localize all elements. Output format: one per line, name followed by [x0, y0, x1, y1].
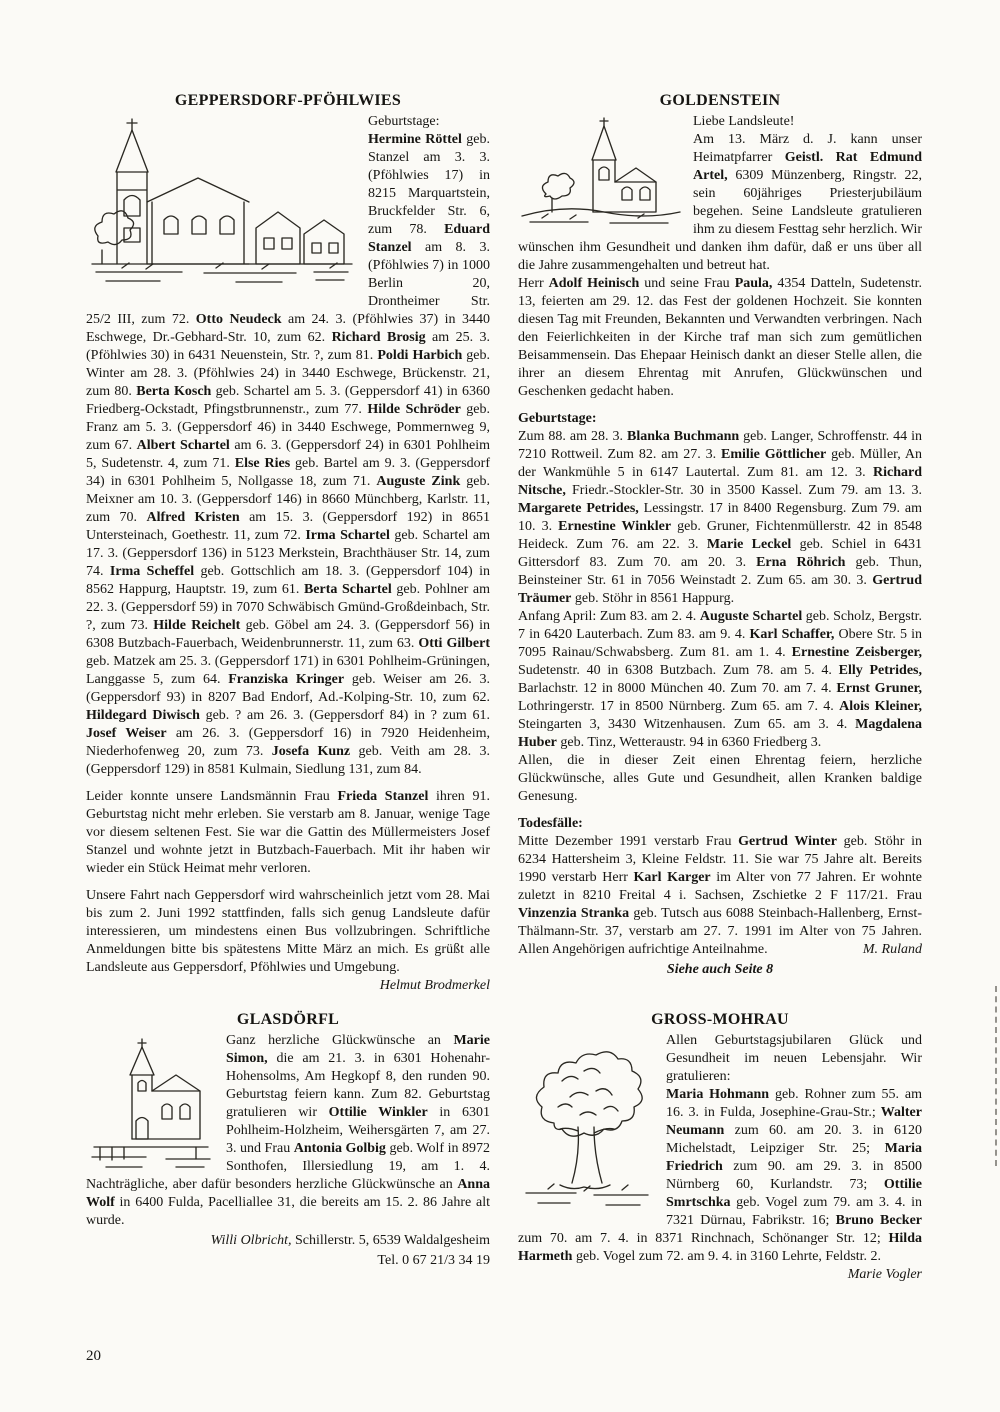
geppersdorf-trip-text: Unsere Fahrt nach Geppersdorf wird wahrscheinlich jetzt vom 28. Mai bis zum 2. Juni 1992 stattfinden, falls sich genug Landsleute dafür interessieren, um mindestens einen Bus vollzubringen. Schriftliche Anmeldungen bitte bis spätestens Mitte März an mich. Es grüßt alle Landsleute aus Geppersdorf, Pföhlwies und Umgebung.	[86, 888, 490, 975]
goldenstein-wishes: Allen, die in dieser Zeit einen Ehrentag feiern, herzliche Glückwünsche, alles Gute und Gesundheit, allen Kranken baldige Genesung.	[518, 753, 922, 804]
section-title-goldenstein: GOLDENSTEIN	[659, 92, 781, 109]
geppersdorf-birthdays-text: Hermine Röttel geb. Stanzel am 3. 3. (Pföhlwies 17) in 8215 Marquartstein, Bruckfelder Str. 6, zum 78. Eduard Stanzel am 8. 3. (Pföhlwies 7) in 1000 Berlin 20, Drontheimer Str. 25/2 III, zum 72. Otto Neudeck am 24. 3. (Pföhlwies 37) in 3440 Eschwege, Dr.-Gebhard-Str. 10, zum 62. Richard Brosig am 25. 3. (Pföhlwies 30) in 6431 Neuenstein, Str. ?, zum 81. Poldi Harbich geb. Winter am 28. 3. (Pföhlwies 24) in 3440 Eschwege, Brückenstr. 21, zum 80. Berta Kosch geb. Schartel am 5. 3. (Geppersdorf 41) in 6360 Friedberg-Ockstadt, Pfingstbrunnenstr., zum 77. Hilde Schröder geb. Franz am 5. 3. (Geppersdorf 46) in 3440 Eschwege, Pommernweg 9, zum 67. Albert Schartel am 6. 3. (Geppersdorf 24) in 6301 Pohlheim 5, Sudetenstr. 4, zum 71. Else Ries geb. Bartel am 9. 3. (Geppersdorf 34) in 6301 Pohlheim 5, Nollgasse 18, zum 71. Auguste Zink geb. Meixner am 10. 3. (Geppersdorf 146) in 8660 Münchberg, Karlstr. 11, zum 70. Alfred Kristen am 15. 3. (Geppersdorf 192) in 8651 Untersteinach, Goethestr. 11, zum 72. Irma Schartel geb. Schartel am 17. 3. (Geppersdorf 136) in 5123 Merkstein, Brachthäuser Str. 14, zum 74. Irma Scheffel geb. Gottschlich am 18. 3. (Geppersdorf 104) in 8562 Happurg, Hauptstr. 19, zum 61. Berta Schartel geb. Pohlner am 22. 3. (Geppersdorf 59) in 7070 Schwäbisch Gmünd-Großdeinbach, Str. ?, zum 73. Hilde Reichelt geb. Göbel am 24. 3. (Geppersdorf 56) in 6308 Butzbach-Fauerbach, Weidenbrunnerstr. 11, zum 63. Otti Gilbert geb. Matzek am 25. 3. (Geppersdorf 171) in 6301 Pohlheim-Grüningen, Langgasse 5, zum 64. Franziska Kringer geb. Weiser am 26. 3. (Geppersdorf 93) in 8207 Bad Endorf, Ad.-Kolping-Str. 10, zum 62. Hildegard Diwisch geb. ? am 26. 3. (Geppersdorf 84) in ? zum 61. Josef Weiser am 26. 3. (Geppersdorf 16) in 7920 Heidenheim, Niederhofenweg 20, zum 73. Josefa Kunz geb. Veith am 28. 3. (Geppersdorf 129) in 8581 Kulmain, Siedlung 131, zum 84.	[86, 132, 491, 777]
chapel-illustration	[86, 1035, 216, 1173]
grossmohrau-signature: Marie Vogler	[847, 1267, 922, 1282]
grossmohrau-flow	[518, 1032, 923, 1282]
grossmohrau-intro: Allen Geburtstagsjubilaren Glück und Gesundheit im neuen Lebensjahr. Wir gratulieren:	[666, 1033, 922, 1084]
goldenstein-deaths-signature: M. Ruland	[862, 942, 922, 957]
section-gross-mohrau	[518, 1011, 922, 1284]
geppersdorf-obituary-text: Leider konnte unsere Landsmännin Frau Frieda Stanzel ihren 91. Geburtstag nicht mehr erleben. Sie verstarb am 8. Januar, wenige Tage vor diesem seltenen Fest. Sie war die Gattin des Müllermeisters Josef Stanzel und wohnte jetzt in Butzbach-Fauerbach. Mit ihr haben wir wieder ein Stück Heimat mehr verloren.	[86, 789, 490, 876]
section-title-gross-mohrau: GROSS-MOHRAU	[651, 1011, 789, 1028]
village-church-illustration	[86, 116, 358, 292]
goldenstein-paragraph-1: Am 13. März d. J. kann unser Heimatpfarrer Geistl. Rat Edmund Artel, 6309 Münzenberg, Ringstr. 22, sein 60jähriges Priesterjubiläum begehen. Seine Landsleute gratulieren ihm zu diesem Festtag sehr herzlich. Wir wünschen ihm Gesundheit und danken ihm dafür, daß er uns über all die Jahre zusammengehalten und betreut hat.	[518, 132, 922, 273]
goldenstein-greeting: Liebe Landsleute!	[693, 114, 795, 129]
fold-mark-dashes	[995, 986, 997, 1166]
grossmohrau-body-text: Maria Hohmann geb. Rohner zum 55. am 16. 3. in Fulda, Josephine-Grau-Str.; Walter Neumann zum 60. am 20. 3. in 6120 Michelstadt, Leipziger Str. 25; Maria Friedrich zum 90. am 29. 3. in 8500 Nürnberg 60, Kurlandstr. 73; Ottilie Smrtschka geb. Vogel zum 79. am 3. 4. in 7321 Dürnau, Fabrikstr. 16; Bruno Becker zum 70. am 7. 4. in 8371 Rinchnach, Schönanger Str. 12; Hilda Harmeth geb. Vogel zum 72. am 9. 4. in 3160 Lehrte, Feldstr. 2.	[518, 1087, 923, 1264]
content-grid	[86, 92, 922, 1284]
goldenstein-birthdays-april: Anfang April: Zum 83. am 2. 4. Auguste Schartel geb. Scholz, Bergstr. 7 in 6420 Lauterbach. Zum 83. am 9. 4. Karl Schaffer, Obere Str. 5 in 7095 Rainau/Schwabsberg. Zum 81. am 1. 4. Ernestine Zeisberger, Sudetenstr. 40 in 6308 Butzbach. Zum 78. am 5. 4. Elly Petrides, Barlachstr. 12 in 8000 München 40. Zum 70. am 7. 4. Ernst Gruner, Lothringerstr. 17 in 8500 Nürnberg. Zum 65. am 7. 4. Alois Kleiner, Steingarten 3, 3430 Witzenhausen. Zum 65. am 3. 4. Magdalena Huber geb. Tinz, Wetteraustr. 94 in 6360 Friedberg 3.	[518, 609, 922, 750]
section-glasdoerfl	[86, 1011, 490, 1270]
geppersdorf-birthdays-label: Geburtstage:	[368, 114, 440, 129]
section-geppersdorf-pfoehlwies	[86, 92, 490, 995]
geppersdorf-signature: Helmut Brodmerkel	[379, 978, 490, 993]
goldenstein-deaths-text: Mitte Dezember 1991 verstarb Frau Gertrud Winter geb. Stöhr in 6234 Hattersheim 3, Kleine Feldstr. 11. Sie war 75 Jahre alt. Bereits 1990 verstarb Herr Karl Karger im Alter von 77 Jahren. Er wohnte zuletzt in 8210 Freital 4 i. Sachsen, Zschietke 2 F 117/21. Frau Vinzenzia Stranka geb. Tutsch aus 6088 Steinbach-Hallenberg, Ernst-Thälmann-Str. 37, verstarb am 27. 7. 1991 im Alter von 75 Jahren. Allen Angehörigen aufrichtige Anteilnahme.	[518, 834, 922, 957]
geppersdorf-flow	[86, 113, 490, 779]
glasdoerfl-flow	[86, 1032, 490, 1230]
goldenstein-deaths-paragraph	[518, 833, 922, 959]
hillside-church-illustration	[518, 116, 683, 228]
goldenstein-birthdays-label: Geburtstage:	[518, 411, 597, 426]
glasdoerfl-body-text: Ganz herzliche Glückwünsche an Marie Simon, die am 21. 3. in 6301 Hohenahr-Hohensolms, Am Hegkopf 8, den runden 90. Geburtstag feiern kann. Zum 82. Geburtstag gratulieren wir Ottilie Winkler in 6301 Pohlheim-Holzheim, Weihersgärten 7, am 27. 3. und Frau Antonia Golbig geb. Wolf in 8972 Sonthofen, Illersiedlung 19, am 1. 4. Nachträgliche, aber dafür besonders herzliche Glückwünsche an Anna Wolf in 6400 Fulda, Pacelliallee 31, die bereits am 15. 2. 86 Jahre alt wurde.	[86, 1033, 490, 1228]
geppersdorf-trip-paragraph	[86, 887, 490, 993]
glasdoerfl-contact-phone: Tel. 0 67 21/3 34 19	[377, 1253, 490, 1268]
large-tree-illustration	[518, 1035, 656, 1213]
goldenstein-paragraph-2: Herr Adolf Heinisch und seine Frau Paula, 4354 Datteln, Sudetenstr. 13, feierten am 29. 12. das Fest der goldenen Hochzeit. Sie konnten diesen Tag mit Freunden, Bekannten und Verwandten verbringen. Nach den Feierlichkeiten in der Kirche traf man sich zum gemütlichen Beisammensein. Das Ehepaar Heinisch dankt an dieser Stelle allen, die ihrer an diesem Ehrentag mit Anrufen, Glückwünschen und Geschenken gedacht haben.	[518, 276, 922, 399]
section-title-geppersdorf: GEPPERSDORF-PFÖHLWIES	[174, 92, 402, 109]
goldenstein-birthdays-march: Zum 88. am 28. 3. Blanka Buchmann geb. Langer, Schroffenstr. 44 in 7210 Rottweil. Zum 82. am 27. 3. Emilie Göttlicher geb. Müller, An der Wankmühle 5 in 6147 Lautertal. Zum 81. am 12. 3. Richard Nitsche, Friedr.-Stockler-Str. 30 in 3500 Kassel. Zum 79. am 13. 3. Margarete Petrides, Lessingstr. 17 in 8400 Regensburg. Zum 79. am 10. 3. Ernestine Winkler geb. Gruner, Fichtenmüllerstr. 42 in 8548 Heideck. Zum 76. am 22. 3. Marie Leckel geb. Schiel in 6431 Gittersdorf 83. Zum 70. am 20. 3. Erna Röhrich geb. Thun, Beinsteiner Str. 61 in 7056 Weinstadt 2. Zum 65. am 30. 3. Gertrud Träumer geb. Stöhr in 8561 Happurg.	[518, 429, 923, 606]
goldenstein-flow	[518, 113, 922, 275]
section-goldenstein	[518, 92, 922, 979]
see-also-note: Siehe auch Seite 8	[666, 962, 774, 977]
goldenstein-deaths-label: Todesfälle:	[518, 816, 583, 831]
glasdoerfl-contact-line-1: Willi Olbricht, Schillerstr. 5, 6539 Waldalgesheim	[210, 1233, 490, 1248]
page-number: 20	[86, 1348, 101, 1364]
section-title-glasdoerfl: GLASDÖRFL	[236, 1011, 340, 1028]
